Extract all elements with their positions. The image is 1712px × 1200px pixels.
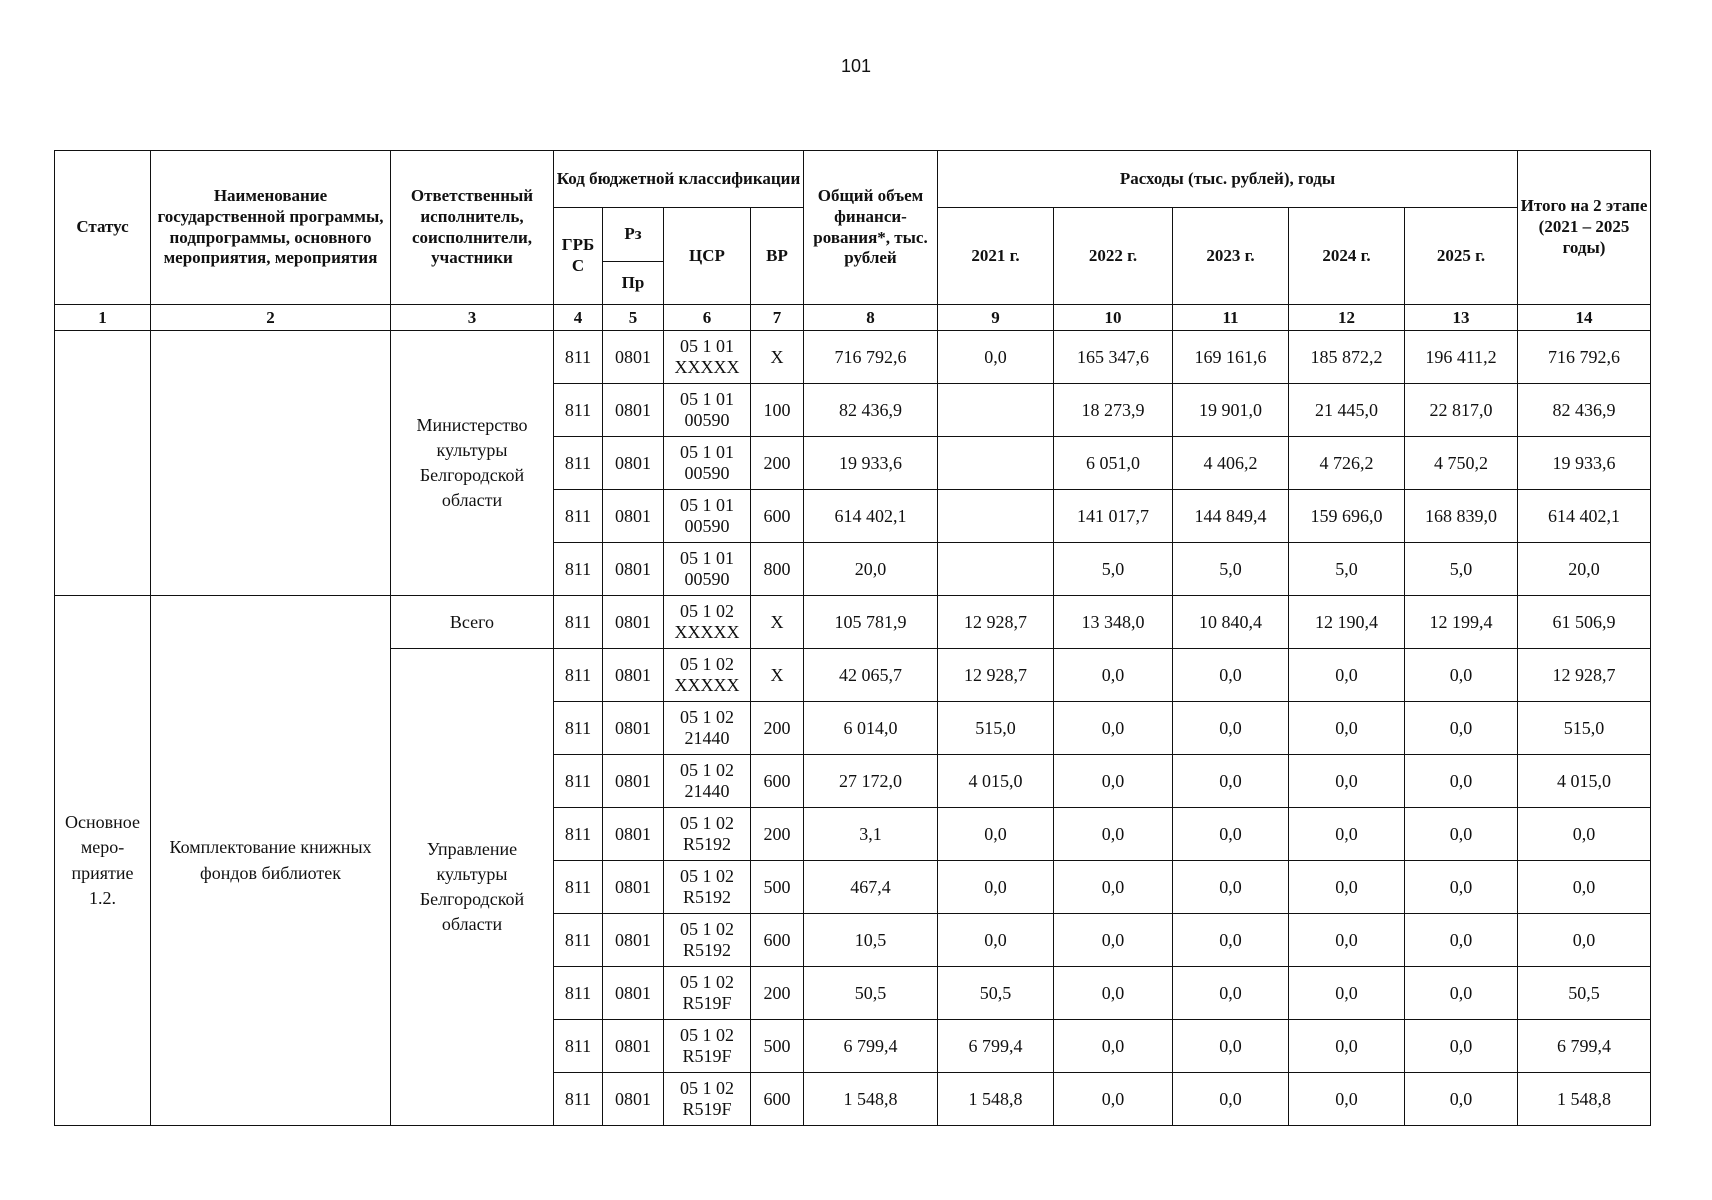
total-cell: 6 014,0 <box>804 702 938 755</box>
year-2022-cell: 18 273,9 <box>1054 384 1173 437</box>
table-row-total <box>55 596 1651 649</box>
year-2024-cell: 0,0 <box>1289 755 1405 808</box>
csr-part-1: 05 1 02 <box>680 654 734 675</box>
year-2024-cell: 4 726,2 <box>1289 437 1405 490</box>
csr-part-1: 05 1 02 <box>680 1078 734 1099</box>
vr-cell: 200 <box>751 702 804 755</box>
total-cell: 614 402,1 <box>804 490 938 543</box>
year-2024-cell: 0,0 <box>1289 1073 1405 1126</box>
vr-cell: 200 <box>751 808 804 861</box>
rzpr-cell: 0801 <box>603 1020 664 1073</box>
column-number: 12 <box>1289 305 1405 331</box>
column-number: 11 <box>1173 305 1289 331</box>
itogo-cell: 50,5 <box>1518 967 1651 1020</box>
year-2024-cell: 0,0 <box>1289 808 1405 861</box>
total-cell: 105 781,9 <box>804 596 938 649</box>
csr-part-2: R5192 <box>682 834 731 854</box>
year-2024-cell: 159 696,0 <box>1289 490 1405 543</box>
year-2021-cell: 1 548,8 <box>938 1073 1054 1126</box>
rzpr-cell: 0801 <box>603 914 664 967</box>
rzpr-cell: 0801 <box>603 755 664 808</box>
year-2021-cell: 6 799,4 <box>938 1020 1054 1073</box>
header-grbs: ГРБ С <box>554 208 603 305</box>
year-2023-cell: 169 161,6 <box>1173 331 1289 384</box>
column-number: 5 <box>603 305 664 331</box>
csr-part-1: 05 1 02 <box>680 866 734 887</box>
header-status: Статус <box>55 151 151 305</box>
year-2025-cell: 5,0 <box>1405 543 1518 596</box>
year-2024-cell: 5,0 <box>1289 543 1405 596</box>
itogo-cell: 0,0 <box>1518 808 1651 861</box>
total-cell: 50,5 <box>804 967 938 1020</box>
year-2023-cell: 4 406,2 <box>1173 437 1289 490</box>
csr-part-2: 00590 <box>684 463 730 483</box>
rzpr-cell: 0801 <box>603 596 664 649</box>
header-total-volume: Общий объем финанси-рования*, тыс. рублей <box>804 151 938 305</box>
vr-cell: 500 <box>751 861 804 914</box>
header-year-2022: 2022 г. <box>1054 208 1173 305</box>
column-number: 2 <box>151 305 391 331</box>
grbs-cell: 811 <box>554 490 603 543</box>
year-2021-cell <box>938 384 1054 437</box>
total-cell: 716 792,6 <box>804 331 938 384</box>
header-pr: Пр <box>603 262 664 305</box>
year-2021-cell <box>938 543 1054 596</box>
year-2025-cell: 4 750,2 <box>1405 437 1518 490</box>
itogo-cell: 20,0 <box>1518 543 1651 596</box>
table-row <box>55 331 1651 384</box>
year-2025-cell: 0,0 <box>1405 914 1518 967</box>
grbs-cell: 811 <box>554 596 603 649</box>
year-2022-cell: 0,0 <box>1054 967 1173 1020</box>
year-2021-cell: 0,0 <box>938 808 1054 861</box>
header-vr: ВР <box>751 208 804 305</box>
header-rz: Рз <box>603 208 664 262</box>
header-year-2023: 2023 г. <box>1173 208 1289 305</box>
year-2022-cell: 0,0 <box>1054 1073 1173 1126</box>
year-2025-cell: 0,0 <box>1405 808 1518 861</box>
year-2023-cell: 0,0 <box>1173 1073 1289 1126</box>
year-2024-cell: 0,0 <box>1289 861 1405 914</box>
vr-cell: 100 <box>751 384 804 437</box>
itogo-cell: 61 506,9 <box>1518 596 1651 649</box>
csr-part-2: R519F <box>682 1099 732 1119</box>
year-2025-cell: 168 839,0 <box>1405 490 1518 543</box>
csr-part-2: 00590 <box>684 569 730 589</box>
year-2022-cell: 5,0 <box>1054 543 1173 596</box>
year-2022-cell: 6 051,0 <box>1054 437 1173 490</box>
rzpr-cell: 0801 <box>603 490 664 543</box>
column-number: 10 <box>1054 305 1173 331</box>
csr-cell <box>664 490 751 543</box>
csr-cell <box>664 1020 751 1073</box>
vr-cell: X <box>751 596 804 649</box>
total-cell: 1 548,8 <box>804 1073 938 1126</box>
year-2024-cell: 21 445,0 <box>1289 384 1405 437</box>
vr-cell: 200 <box>751 967 804 1020</box>
csr-cell <box>664 596 751 649</box>
budget-table <box>54 150 1651 1126</box>
year-2025-cell: 12 199,4 <box>1405 596 1518 649</box>
activity-name-cell: Комплектование книжных фондов библиотек <box>151 596 391 1126</box>
rzpr-cell: 0801 <box>603 861 664 914</box>
column-number: 3 <box>391 305 554 331</box>
year-2022-cell: 0,0 <box>1054 914 1173 967</box>
grbs-cell: 811 <box>554 702 603 755</box>
vr-cell: 600 <box>751 1073 804 1126</box>
column-number: 7 <box>751 305 804 331</box>
grbs-cell: 811 <box>554 755 603 808</box>
rzpr-cell: 0801 <box>603 1073 664 1126</box>
csr-part-2: XXXXX <box>674 357 740 377</box>
grbs-cell: 811 <box>554 808 603 861</box>
year-2023-cell: 144 849,4 <box>1173 490 1289 543</box>
year-2023-cell: 5,0 <box>1173 543 1289 596</box>
year-2025-cell: 0,0 <box>1405 702 1518 755</box>
csr-part-2: 21440 <box>684 728 730 748</box>
csr-part-2: R519F <box>682 993 732 1013</box>
vr-cell: X <box>751 331 804 384</box>
year-2023-cell: 0,0 <box>1173 755 1289 808</box>
year-2022-cell: 13 348,0 <box>1054 596 1173 649</box>
year-2021-cell: 50,5 <box>938 967 1054 1020</box>
csr-part-2: R5192 <box>682 940 731 960</box>
csr-cell <box>664 914 751 967</box>
rzpr-cell: 0801 <box>603 808 664 861</box>
year-2023-cell: 0,0 <box>1173 861 1289 914</box>
year-2025-cell: 0,0 <box>1405 1020 1518 1073</box>
vr-cell: 500 <box>751 1020 804 1073</box>
year-2021-cell <box>938 437 1054 490</box>
year-2023-cell: 0,0 <box>1173 702 1289 755</box>
year-2025-cell: 0,0 <box>1405 967 1518 1020</box>
total-cell: 19 933,6 <box>804 437 938 490</box>
rzpr-cell: 0801 <box>603 967 664 1020</box>
itogo-cell: 82 436,9 <box>1518 384 1651 437</box>
itogo-cell: 12 928,7 <box>1518 649 1651 702</box>
name-cell-empty <box>151 331 391 596</box>
csr-part-1: 05 1 02 <box>680 601 734 622</box>
grbs-cell: 811 <box>554 914 603 967</box>
csr-cell <box>664 649 751 702</box>
year-2021-cell: 0,0 <box>938 914 1054 967</box>
grbs-cell: 811 <box>554 543 603 596</box>
year-2022-cell: 141 017,7 <box>1054 490 1173 543</box>
itogo-cell: 6 799,4 <box>1518 1020 1651 1073</box>
grbs-cell: 811 <box>554 967 603 1020</box>
header-year-2025: 2025 г. <box>1405 208 1518 305</box>
vr-cell: 600 <box>751 490 804 543</box>
year-2021-cell: 4 015,0 <box>938 755 1054 808</box>
csr-part-2: XXXXX <box>674 675 740 695</box>
csr-cell <box>664 437 751 490</box>
column-number: 6 <box>664 305 751 331</box>
year-2021-cell: 515,0 <box>938 702 1054 755</box>
csr-part-1: 05 1 01 <box>680 495 734 516</box>
year-2022-cell: 0,0 <box>1054 861 1173 914</box>
year-2023-cell: 0,0 <box>1173 967 1289 1020</box>
column-number: 4 <box>554 305 603 331</box>
column-number: 13 <box>1405 305 1518 331</box>
year-2024-cell: 0,0 <box>1289 702 1405 755</box>
column-number: 14 <box>1518 305 1651 331</box>
year-2021-cell: 0,0 <box>938 861 1054 914</box>
total-cell: 6 799,4 <box>804 1020 938 1073</box>
grbs-cell: 811 <box>554 437 603 490</box>
csr-cell <box>664 384 751 437</box>
csr-cell <box>664 755 751 808</box>
column-number-row <box>55 305 1651 331</box>
status-cell-empty <box>55 331 151 596</box>
rzpr-cell: 0801 <box>603 437 664 490</box>
column-number: 8 <box>804 305 938 331</box>
total-cell: 10,5 <box>804 914 938 967</box>
csr-cell <box>664 808 751 861</box>
csr-part-1: 05 1 01 <box>680 336 734 357</box>
header-year-2024: 2024 г. <box>1289 208 1405 305</box>
csr-part-1: 05 1 02 <box>680 707 734 728</box>
year-2022-cell: 165 347,6 <box>1054 331 1173 384</box>
year-2025-cell: 0,0 <box>1405 755 1518 808</box>
csr-part-2: R5192 <box>682 887 731 907</box>
year-2024-cell: 0,0 <box>1289 967 1405 1020</box>
csr-cell <box>664 331 751 384</box>
total-label-cell: Всего <box>391 596 554 649</box>
year-2024-cell: 185 872,2 <box>1289 331 1405 384</box>
grbs-cell: 811 <box>554 331 603 384</box>
executor-cell: Управление культуры Белгородской области <box>391 649 554 1126</box>
csr-cell <box>664 861 751 914</box>
header-csr: ЦСР <box>664 208 751 305</box>
vr-cell: 800 <box>751 543 804 596</box>
year-2023-cell: 0,0 <box>1173 808 1289 861</box>
itogo-cell: 515,0 <box>1518 702 1651 755</box>
csr-cell <box>664 967 751 1020</box>
csr-part-2: R519F <box>682 1046 732 1066</box>
vr-cell: 600 <box>751 755 804 808</box>
csr-cell <box>664 702 751 755</box>
csr-part-1: 05 1 02 <box>680 1025 734 1046</box>
year-2022-cell: 0,0 <box>1054 755 1173 808</box>
itogo-cell: 614 402,1 <box>1518 490 1651 543</box>
header-executor: Ответственный исполнитель, соисполнители, участники <box>391 151 554 305</box>
grbs-cell: 811 <box>554 384 603 437</box>
year-2023-cell: 10 840,4 <box>1173 596 1289 649</box>
grbs-cell: 811 <box>554 861 603 914</box>
header-year-2021: 2021 г. <box>938 208 1054 305</box>
csr-part-1: 05 1 01 <box>680 389 734 410</box>
total-cell: 467,4 <box>804 861 938 914</box>
year-2023-cell: 0,0 <box>1173 649 1289 702</box>
year-2024-cell: 0,0 <box>1289 649 1405 702</box>
year-2023-cell: 0,0 <box>1173 1020 1289 1073</box>
header-itogo: Итого на 2 этапе (2021 – 2025 годы) <box>1518 151 1651 305</box>
csr-part-2: XXXXX <box>674 622 740 642</box>
itogo-cell: 716 792,6 <box>1518 331 1651 384</box>
csr-part-2: 00590 <box>684 410 730 430</box>
year-2024-cell: 0,0 <box>1289 1020 1405 1073</box>
year-2022-cell: 0,0 <box>1054 649 1173 702</box>
itogo-cell: 4 015,0 <box>1518 755 1651 808</box>
year-2023-cell: 19 901,0 <box>1173 384 1289 437</box>
rzpr-cell: 0801 <box>603 384 664 437</box>
vr-cell: 600 <box>751 914 804 967</box>
rzpr-cell: 0801 <box>603 543 664 596</box>
header-budget-code: Код бюджетной классификации <box>554 151 804 208</box>
csr-cell <box>664 1073 751 1126</box>
year-2022-cell: 0,0 <box>1054 1020 1173 1073</box>
year-2025-cell: 0,0 <box>1405 861 1518 914</box>
csr-part-1: 05 1 02 <box>680 919 734 940</box>
total-cell: 20,0 <box>804 543 938 596</box>
grbs-cell: 811 <box>554 1020 603 1073</box>
year-2024-cell: 12 190,4 <box>1289 596 1405 649</box>
year-2025-cell: 0,0 <box>1405 1073 1518 1126</box>
grbs-cell: 811 <box>554 649 603 702</box>
total-cell: 82 436,9 <box>804 384 938 437</box>
column-number: 1 <box>55 305 151 331</box>
total-cell: 42 065,7 <box>804 649 938 702</box>
rzpr-cell: 0801 <box>603 649 664 702</box>
total-cell: 27 172,0 <box>804 755 938 808</box>
status-cell: Основное меро-приятие 1.2. <box>55 596 151 1126</box>
header-program-name: Наименование государственной программы, подпрограммы, основного мероприятия, мероприятия <box>151 151 391 305</box>
vr-cell: 200 <box>751 437 804 490</box>
year-2023-cell: 0,0 <box>1173 914 1289 967</box>
page-number: 101 <box>840 56 872 76</box>
year-2021-cell <box>938 490 1054 543</box>
csr-cell <box>664 543 751 596</box>
executor-cell: Министерство культуры Белгородской области <box>391 331 554 596</box>
csr-part-1: 05 1 01 <box>680 442 734 463</box>
csr-part-2: 21440 <box>684 781 730 801</box>
csr-part-1: 05 1 02 <box>680 760 734 781</box>
table-body <box>55 331 1651 1126</box>
csr-part-1: 05 1 01 <box>680 548 734 569</box>
itogo-cell: 0,0 <box>1518 861 1651 914</box>
year-2025-cell: 0,0 <box>1405 649 1518 702</box>
year-2025-cell: 22 817,0 <box>1405 384 1518 437</box>
vr-cell: X <box>751 649 804 702</box>
header-expenses: Расходы (тыс. рублей), годы <box>938 151 1518 208</box>
total-cell: 3,1 <box>804 808 938 861</box>
csr-part-1: 05 1 02 <box>680 813 734 834</box>
itogo-cell: 0,0 <box>1518 914 1651 967</box>
column-number: 9 <box>938 305 1054 331</box>
rzpr-cell: 0801 <box>603 331 664 384</box>
year-2024-cell: 0,0 <box>1289 914 1405 967</box>
grbs-cell: 811 <box>554 1073 603 1126</box>
csr-part-2: 00590 <box>684 516 730 536</box>
year-2021-cell: 12 928,7 <box>938 649 1054 702</box>
year-2022-cell: 0,0 <box>1054 808 1173 861</box>
itogo-cell: 1 548,8 <box>1518 1073 1651 1126</box>
year-2025-cell: 196 411,2 <box>1405 331 1518 384</box>
year-2022-cell: 0,0 <box>1054 702 1173 755</box>
year-2021-cell: 0,0 <box>938 331 1054 384</box>
csr-part-1: 05 1 02 <box>680 972 734 993</box>
itogo-cell: 19 933,6 <box>1518 437 1651 490</box>
year-2021-cell: 12 928,7 <box>938 596 1054 649</box>
rzpr-cell: 0801 <box>603 702 664 755</box>
